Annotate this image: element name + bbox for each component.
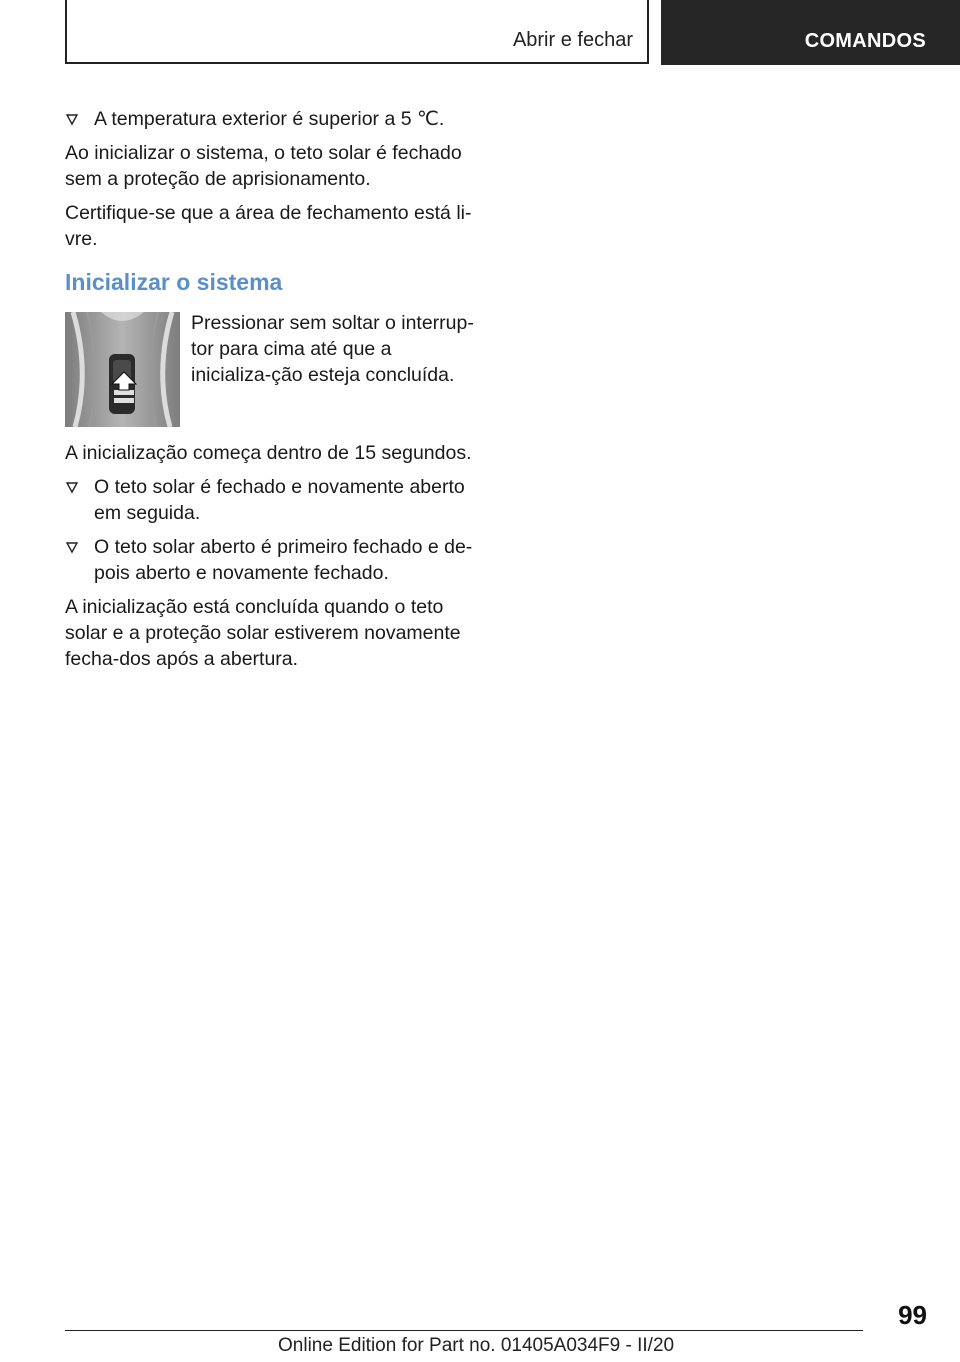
paragraph: Ao inicializar o sistema, o teto solar é fechado sem a proteção de aprisionamento. xyxy=(65,142,462,190)
triangle-bullet-icon xyxy=(65,538,79,556)
switch-image xyxy=(65,312,180,427)
init-description-block xyxy=(65,440,480,672)
paragraph: A inicialização começa dentro de 15 segundos. xyxy=(65,442,472,464)
header-chapter-title: COMANDOS xyxy=(804,30,926,52)
list-item-text: O teto solar é fechado e novamente aberto em seguida. xyxy=(94,476,465,524)
image-caption-block xyxy=(191,310,476,388)
page-number: 99 xyxy=(898,1300,927,1330)
list-item-text: A temperatura exterior é superior a 5 ℃. xyxy=(94,108,445,130)
intro-block xyxy=(65,106,480,252)
roof-switch-illustration xyxy=(65,312,180,427)
triangle-bullet-icon xyxy=(65,110,79,128)
footer-divider xyxy=(65,1330,863,1331)
footer-edition: Online Edition for Part no. 01405A034F9 - II/20 xyxy=(278,1335,675,1356)
paragraph: Pressionar sem soltar o interrup-tor para cima até que a inicializa-ção esteja concluída. xyxy=(191,312,474,386)
paragraph: A inicialização está concluída quando o teto solar e a proteção solar estiverem novamente fecha-dos após a abertura. xyxy=(65,596,461,670)
header-section-box xyxy=(65,0,649,64)
list-item xyxy=(65,106,480,132)
triangle-bullet-icon xyxy=(65,478,79,496)
header-chapter-box xyxy=(661,0,960,65)
list-item-text: O teto solar aberto é primeiro fechado e de-pois aberto e novamente fechado. xyxy=(94,536,473,584)
list-item xyxy=(65,474,480,526)
paragraph: Certifique-se que a área de fechamento está li-vre. xyxy=(65,202,472,250)
list-item xyxy=(65,534,480,586)
header-section-title: Abrir e fechar xyxy=(512,29,633,51)
section-heading: Inicializar o sistema xyxy=(65,269,283,295)
